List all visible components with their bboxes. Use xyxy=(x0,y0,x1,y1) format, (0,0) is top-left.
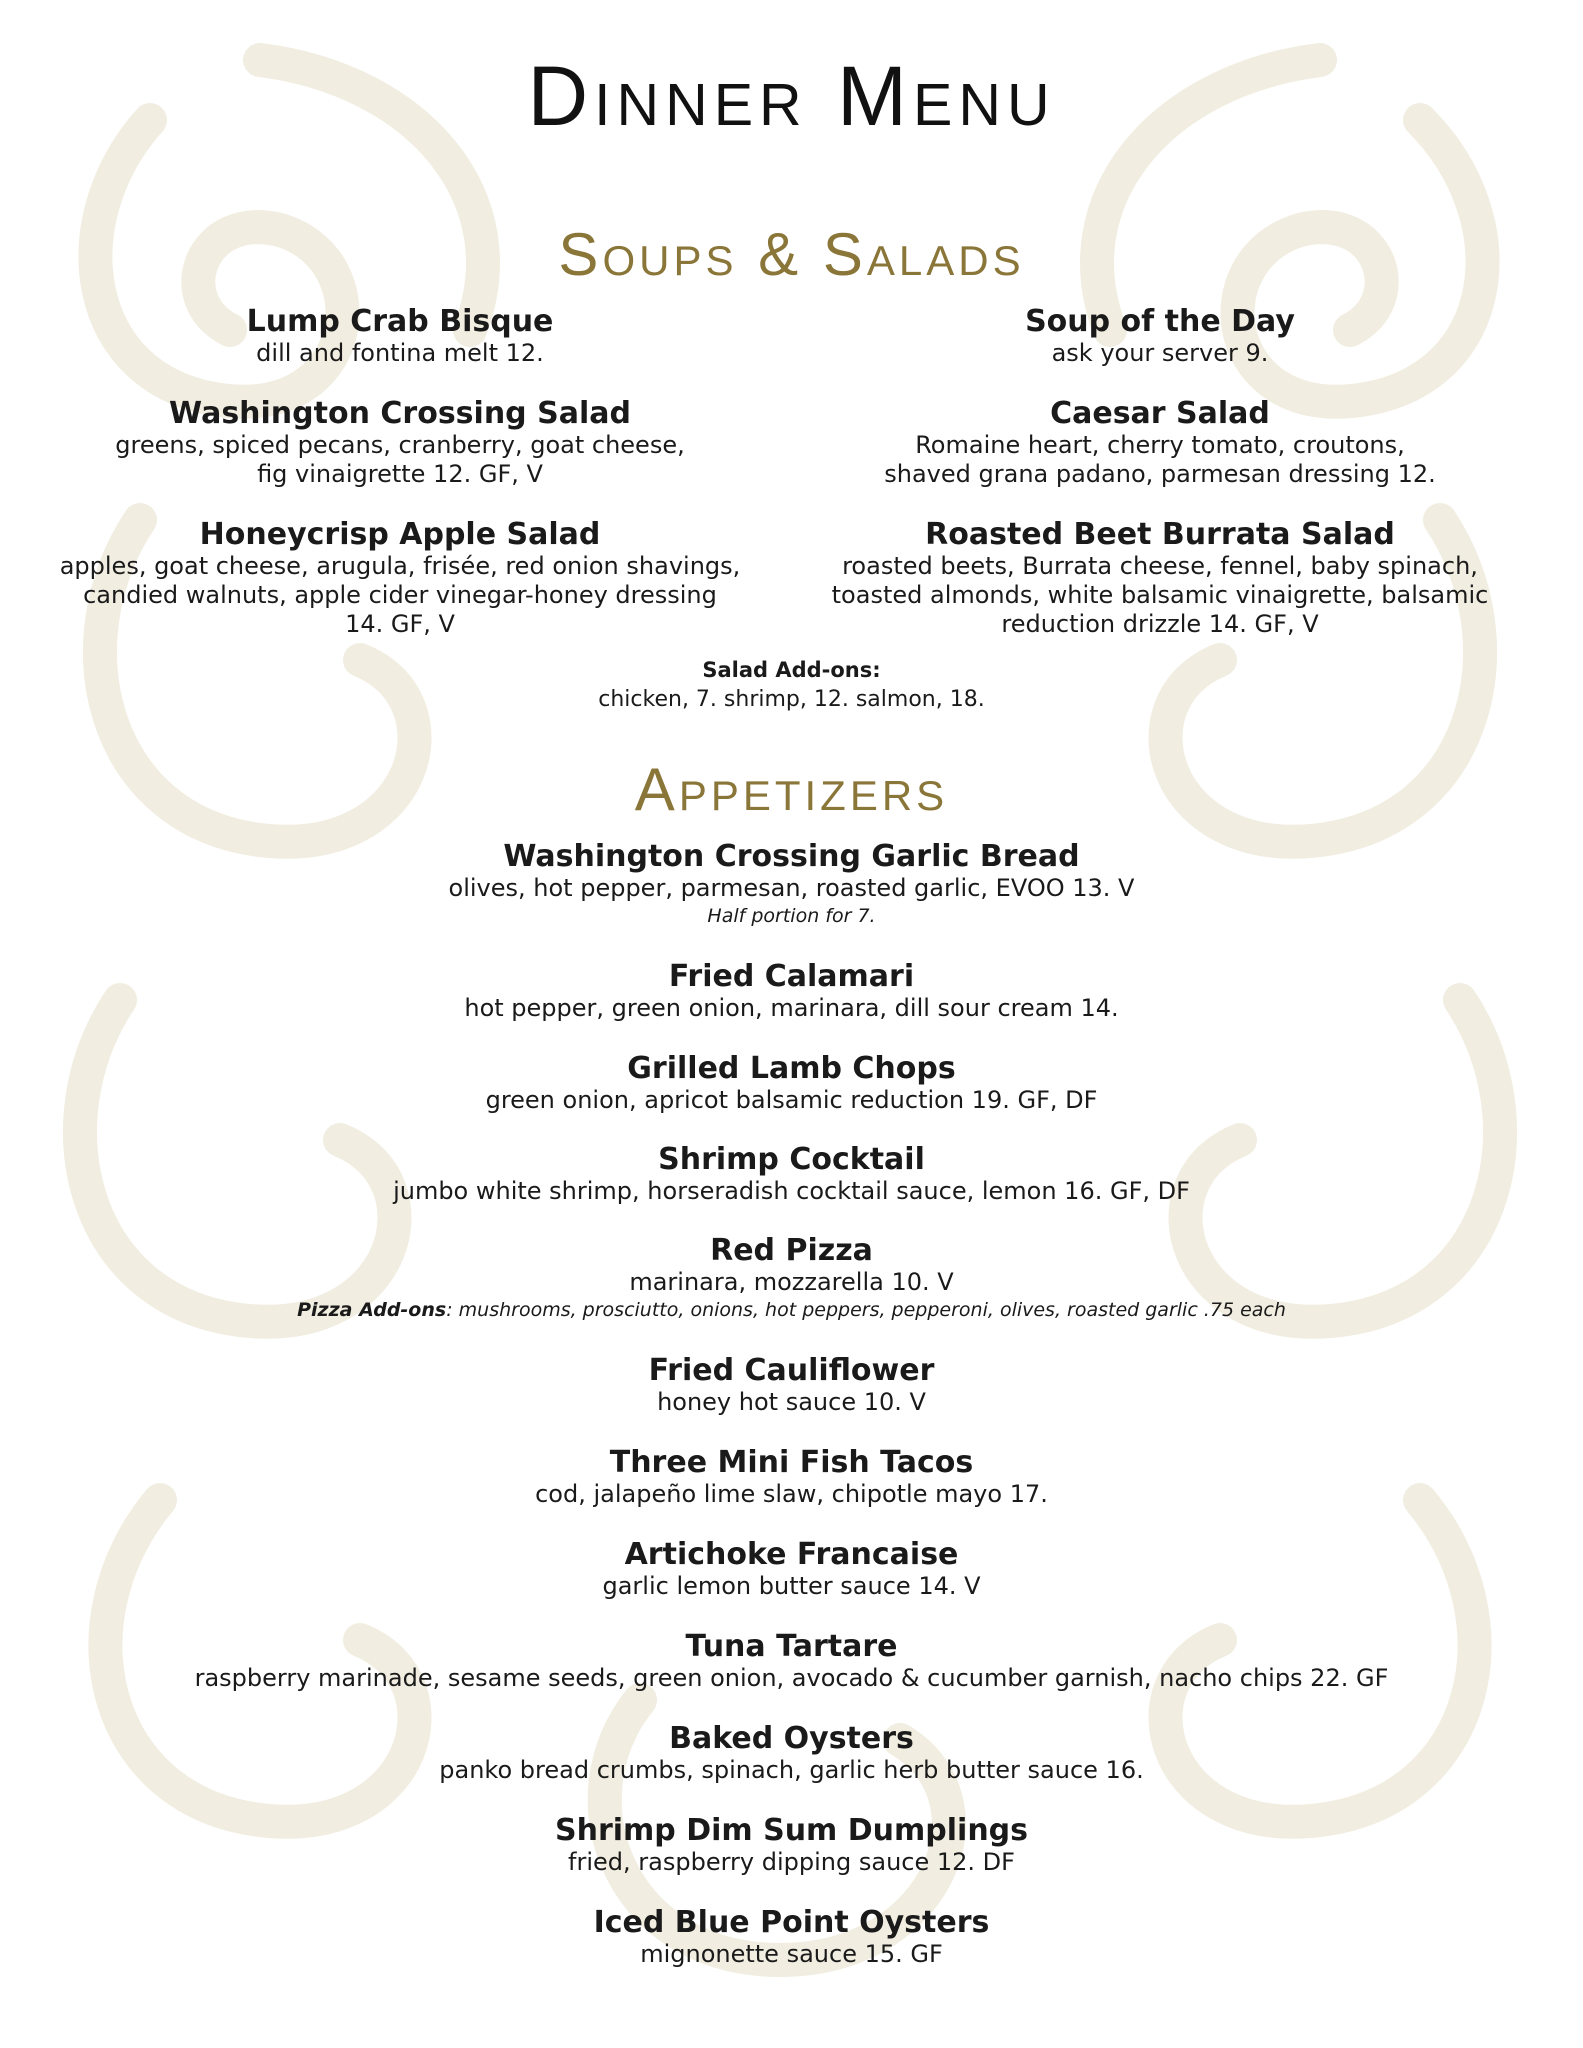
item-name: Soup of the Day xyxy=(1025,304,1295,339)
menu-item xyxy=(40,1814,1543,1877)
addons-label: Salad Add-ons: xyxy=(702,658,881,682)
item-name: Three Mini Fish Tacos xyxy=(609,1445,974,1480)
item-desc: raspberry marinade, sesame seeds, green onion, avocado & cucumber garnish, nacho chips 22. GF xyxy=(194,1664,1389,1692)
menu-item xyxy=(40,840,1543,929)
item-name: Fried Cauliflower xyxy=(648,1353,935,1388)
item-desc: mignonette sauce 15. GF xyxy=(640,1940,943,1968)
item-name: Iced Blue Point Oysters xyxy=(593,1905,990,1940)
menu-item xyxy=(800,518,1520,639)
item-desc: apples, goat cheese, arugula, frisée, red onion shavings, xyxy=(59,552,741,580)
menu-title: Dinner Menu xyxy=(527,49,1056,143)
item-name: Shrimp Cocktail xyxy=(658,1142,925,1177)
item-desc: fried, raspberry dipping sauce 12. DF xyxy=(568,1848,1015,1876)
item-name: Red Pizza xyxy=(710,1233,873,1268)
item-note: Half portion for 7. xyxy=(707,905,876,927)
item-name: Fried Calamari xyxy=(668,959,915,994)
item-desc: 14. GF, V xyxy=(345,610,455,638)
item-name: Lump Crab Bisque xyxy=(246,304,554,339)
item-desc: ask your server 9. xyxy=(1051,339,1269,367)
item-name: Washington Crossing Salad xyxy=(169,396,631,431)
item-name: Artichoke Francaise xyxy=(624,1537,959,1572)
menu-item xyxy=(800,397,1520,489)
item-desc: panko bread crumbs, spinach, garlic herb butter sauce 16. xyxy=(439,1756,1144,1784)
menu-item xyxy=(40,1354,1543,1417)
item-desc: honey hot sauce 10. V xyxy=(657,1388,926,1416)
item-desc: shaved grana padano, parmesan dressing 12. xyxy=(884,460,1436,488)
menu-item xyxy=(40,397,760,489)
item-desc: roasted beets, Burrata cheese, fennel, baby spinach, xyxy=(842,552,1478,580)
menu-item xyxy=(40,518,760,639)
item-desc: cod, jalapeño lime slaw, chipotle mayo 17. xyxy=(535,1480,1048,1508)
item-name: Grilled Lamb Chops xyxy=(627,1051,956,1086)
item-name: Caesar Salad xyxy=(1050,396,1270,431)
menu-item xyxy=(40,1538,1543,1601)
item-name: Tuna Tartare xyxy=(685,1629,898,1664)
pizza-addons-label: Pizza Add-ons xyxy=(297,1299,447,1321)
item-desc: jumbo white shrimp, horseradish cocktail sauce, lemon 16. GF, DF xyxy=(393,1177,1190,1205)
menu-item xyxy=(40,1052,1543,1115)
menu-item xyxy=(40,305,760,368)
item-desc: candied walnuts, apple cider vinegar-honey dressing xyxy=(83,581,717,609)
item-desc: marinara, mozzarella 10. V xyxy=(629,1268,954,1296)
item-name: Roasted Beet Burrata Salad xyxy=(925,517,1395,552)
menu-item xyxy=(40,1143,1543,1206)
item-desc: green onion, apricot balsamic reduction 19. GF, DF xyxy=(485,1086,1098,1114)
item-desc: hot pepper, green onion, marinara, dill sour cream 14. xyxy=(464,994,1119,1022)
menu-item xyxy=(40,1630,1543,1693)
section-heading-appetizers: Appetizers xyxy=(634,756,949,823)
item-desc: dill and fontina melt 12. xyxy=(256,339,544,367)
section-heading-soups-salads: Soups & Salads xyxy=(558,221,1025,288)
menu-item xyxy=(40,1446,1543,1509)
item-name: Honeycrisp Apple Salad xyxy=(199,517,601,552)
menu-item xyxy=(40,1722,1543,1785)
item-desc: reduction drizzle 14. GF, V xyxy=(1001,610,1319,638)
pizza-addons xyxy=(40,1297,1543,1323)
addons-items: chicken, 7. shrimp, 12. salmon, 18. xyxy=(598,687,985,712)
menu-item xyxy=(800,305,1520,368)
menu-item xyxy=(40,1234,1543,1323)
menu-item xyxy=(40,1906,1543,1969)
item-name: Shrimp Dim Sum Dumplings xyxy=(554,1813,1029,1848)
menu-item xyxy=(40,960,1543,1023)
item-desc: olives, hot pepper, parmesan, roasted garlic, EVOO 13. V xyxy=(448,874,1135,902)
item-name: Baked Oysters xyxy=(669,1721,914,1756)
item-desc: greens, spiced pecans, cranberry, goat cheese, xyxy=(115,431,685,459)
salad-addons xyxy=(40,655,1543,715)
pizza-addons-text: : mushrooms, prosciutto, onions, hot peppers, pepperoni, olives, roasted garlic .75 each xyxy=(446,1299,1286,1321)
item-desc: fig vinaigrette 12. GF, V xyxy=(257,460,543,488)
item-desc: garlic lemon butter sauce 14. V xyxy=(602,1572,981,1600)
item-desc: Romaine heart, cherry tomato, croutons, xyxy=(915,431,1405,459)
item-desc: toasted almonds, white balsamic vinaigrette, balsamic xyxy=(831,581,1489,609)
item-name: Washington Crossing Garlic Bread xyxy=(503,839,1080,874)
